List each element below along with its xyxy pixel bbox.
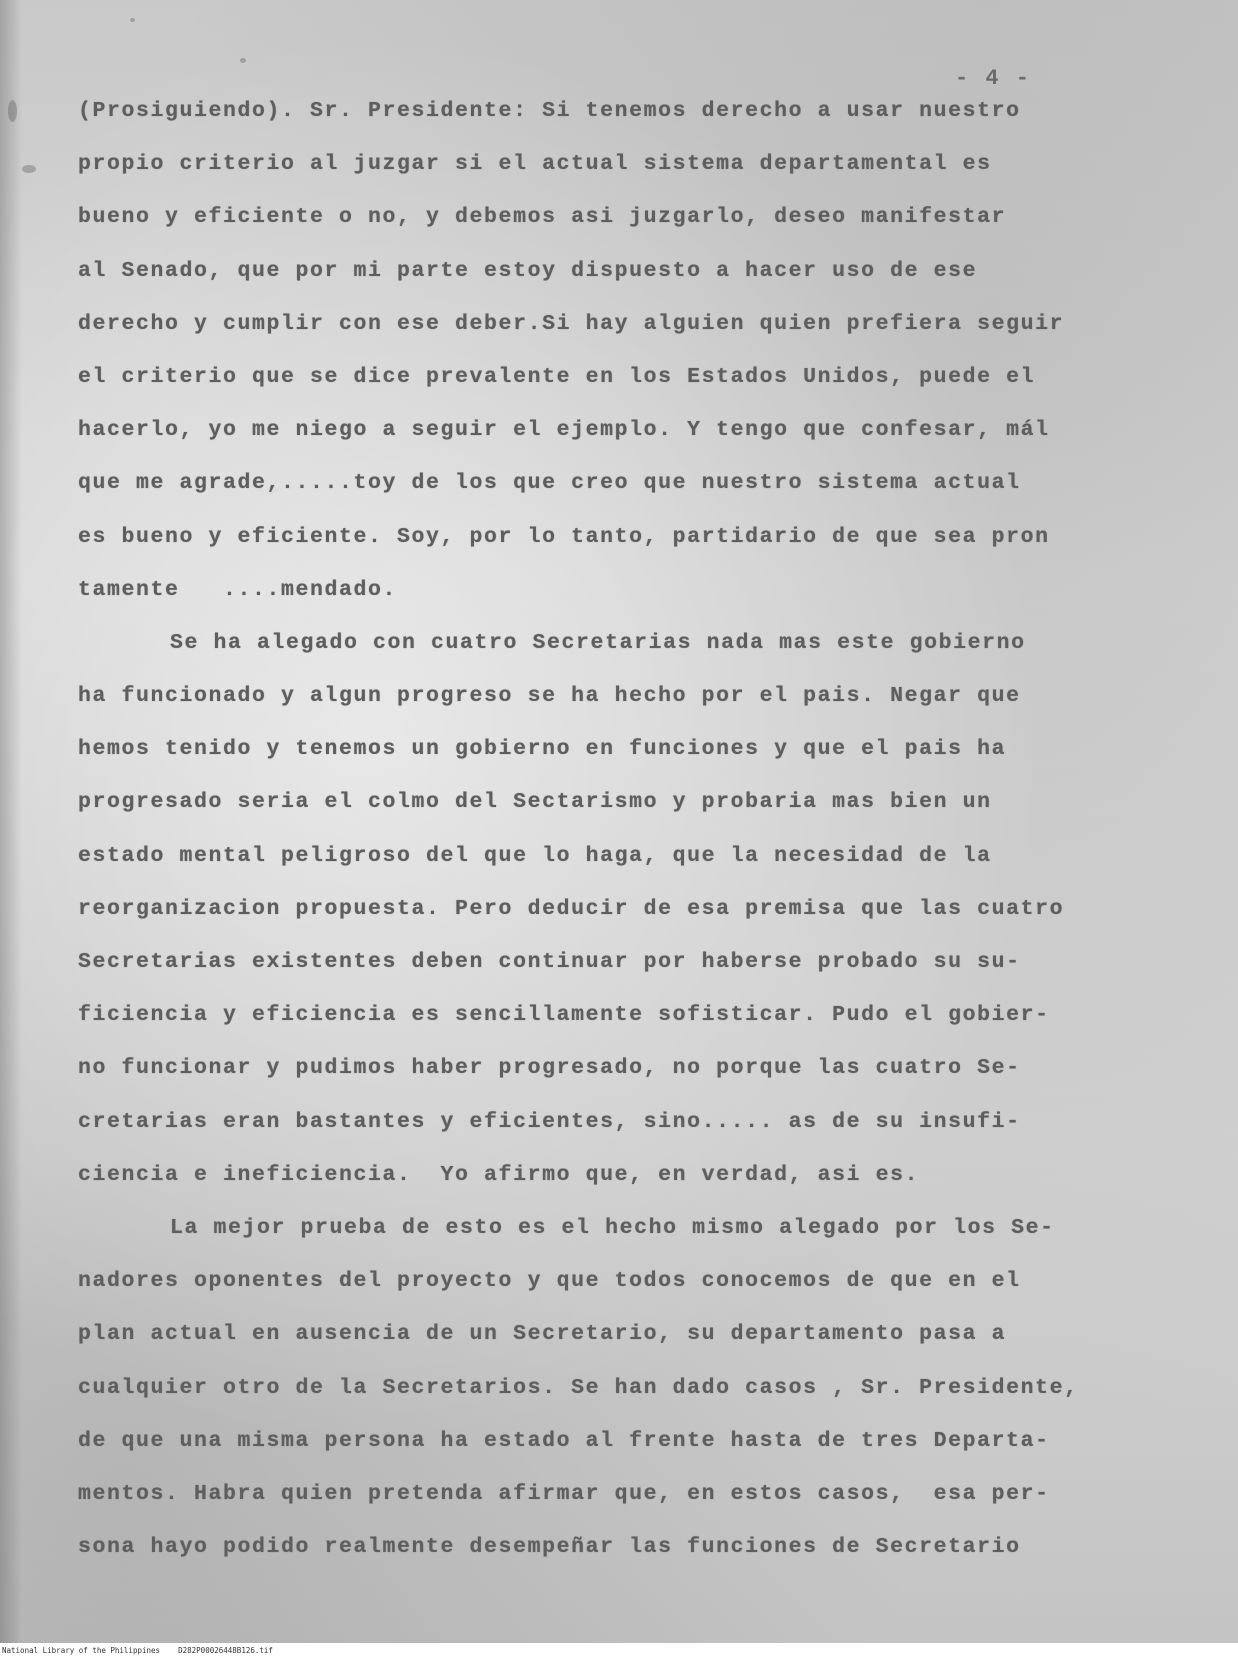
ink-smudge (8, 100, 17, 122)
text-line: La mejor prueba de esto es el hecho mismo alegado por los Se- (170, 1215, 1055, 1240)
text-line: Se ha alegado con cuatro Secretarias nada mas este gobierno (170, 630, 1026, 655)
text-line: de que una misma persona ha estado al frente hasta de tres Departa- (78, 1428, 1050, 1453)
page-edge-shadow (0, 0, 22, 1643)
text-line: es bueno y eficiente. Soy, por lo tanto, partidario de que sea pron (78, 524, 1050, 549)
ink-smudge (22, 165, 36, 173)
text-line: bueno y eficiente o no, y debemos asi juzgarlo, deseo manifestar (78, 205, 1007, 230)
text-line: plan actual en ausencia de un Secretario, su departamento pasa a (78, 1322, 1007, 1347)
text-line: ficiencia y eficiencia es sencillamente sofisticar. Pudo el gobier- (78, 1003, 1050, 1028)
text-line: hemos tenido y tenemos un gobierno en funciones y que el pais ha (78, 737, 1007, 762)
text-line: el criterio que se dice prevalente en los Estados Unidos, puede el (78, 364, 1036, 389)
text-line: reorganizacion propuesta. Pero deducir de esa premisa que las cuatro (78, 896, 1065, 921)
text-line: hacerlo, yo me niego a seguir el ejemplo. Y tengo que confesar, mál (78, 418, 1050, 443)
text-line: ciencia e ineficiencia. Yo afirmo que, en verdad, asi es. (78, 1162, 920, 1187)
ink-smudge (130, 18, 135, 22)
text-line: nadores oponentes del proyecto y que todos conocemos de que en el (78, 1269, 1021, 1294)
footer-caption: National Library of the Philippines D282P00026448B126.tif (2, 1646, 273, 1655)
ink-smudge (240, 58, 246, 63)
text-line: no funcionar y pudimos haber progresado, no porque las cuatro Se- (78, 1056, 1021, 1081)
text-line: sona hayo podido realmente desempeñar las funciones de Secretario (78, 1535, 1021, 1560)
text-line: progresado seria el colmo del Sectarismo y probaria mas bien un (78, 790, 992, 815)
text-line: que me agrade,.....toy de los que creo que nuestro sistema actual (78, 471, 1021, 496)
document-body (78, 92, 1188, 1581)
text-line: Secretarias existentes deben continuar por haberse probado su su- (78, 950, 1021, 974)
text-line: propio criterio al juzgar si el actual sistema departamental es (78, 152, 992, 177)
text-line: ha funcionado y algun progreso se ha hecho por el pais. Negar que (78, 684, 1021, 709)
text-line: (Prosiguiendo). Sr. Presidente: Si tenemos derecho a usar nuestro (78, 99, 1021, 123)
text-line: tamente ....mendado. (78, 577, 398, 602)
page-number: - 4 - (955, 66, 1032, 91)
text-line: derecho y cumplir con ese deber.Si hay alguien quien prefiera seguir (78, 311, 1065, 336)
text-line: mentos. Habra quien pretenda afirmar que, en estos casos, esa per- (78, 1481, 1050, 1506)
text-line: estado mental peligroso del que lo haga, que la necesidad de la (78, 843, 992, 868)
text-line: al Senado, que por mi parte estoy dispuesto a hacer uso de ese (78, 258, 978, 283)
text-line: cretarias eran bastantes y eficientes, sino..... as de su insufi- (78, 1109, 1021, 1134)
text-line: cualquier otro de la Secretarios. Se han dado casos , Sr. Presidente, (78, 1375, 1079, 1400)
